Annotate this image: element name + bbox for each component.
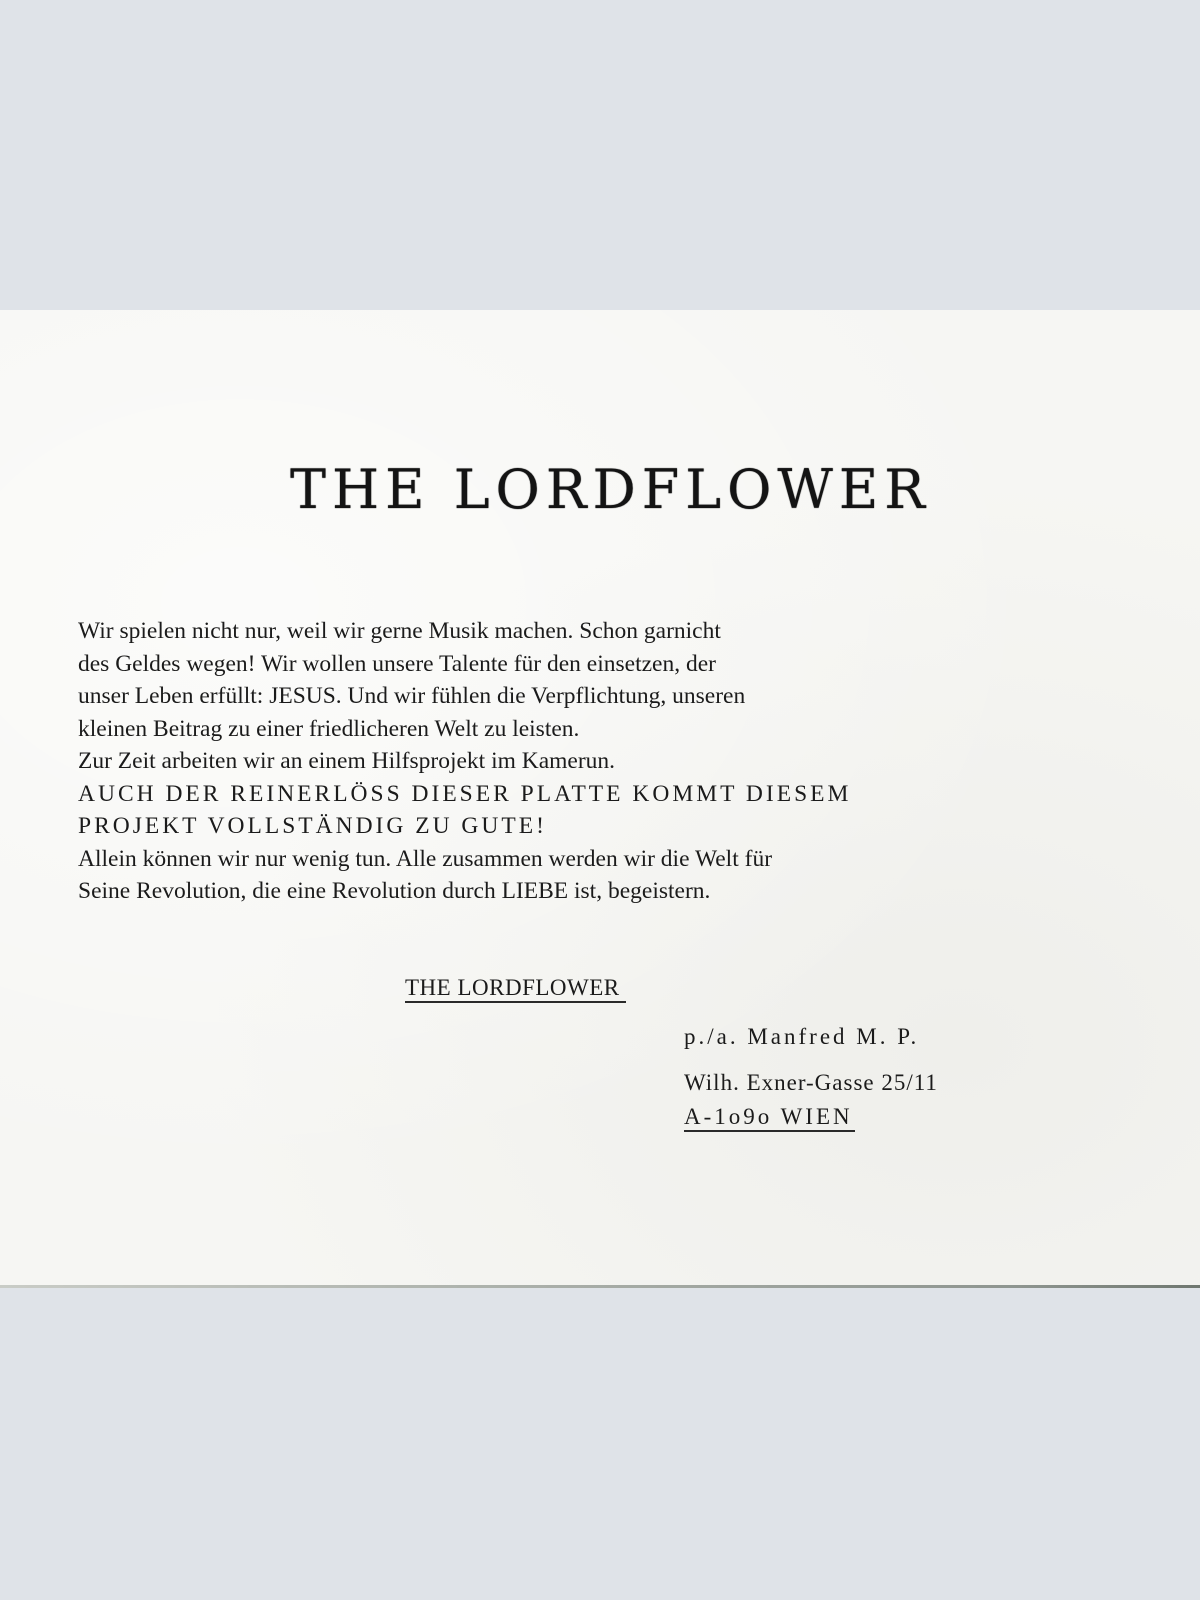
signature: THE LORDFLOWER xyxy=(405,975,626,1003)
address-line-city: A-1o9o WIEN xyxy=(684,1104,855,1132)
body-line: kleinen Beitrag zu einer friedlicheren Welt zu leisten. xyxy=(78,715,580,742)
body-line: unser Leben erfüllt: JESUS. Und wir fühlen die Verpflichtung, unseren xyxy=(78,683,746,709)
body-line-caps: AUCH DER REINERLÖSS DIESER PLATTE KOMMT DIESEM xyxy=(78,780,852,807)
body-line-caps: PROJEKT VOLLSTÄNDIG ZU GUTE! xyxy=(78,813,547,839)
body-line: des Geldes wegen! Wir wollen unsere Talente für den einsetzen, der xyxy=(78,650,716,677)
document-title: THE LORDFLOWER xyxy=(290,458,931,521)
address-block xyxy=(684,1024,938,1132)
address-line-street: Wilh. Exner-Gasse 25/11 xyxy=(684,1070,938,1095)
body-text xyxy=(78,615,1188,908)
document-page xyxy=(0,310,1200,1288)
body-line: Seine Revolution, die eine Revolution durch LIEBE ist, begeistern. xyxy=(78,878,711,904)
address-line-name: p./a. Manfred M. P. xyxy=(684,1024,920,1049)
body-line: Zur Zeit arbeiten wir an einem Hilfsprojekt im Kamerun. xyxy=(78,748,616,774)
page-edge xyxy=(0,1285,1200,1288)
body-line: Allein können wir nur wenig tun. Alle zusammen werden wir die Welt für xyxy=(78,845,773,872)
body-line: Wir spielen nicht nur, weil wir gerne Musik machen. Schon garnicht xyxy=(78,618,721,644)
